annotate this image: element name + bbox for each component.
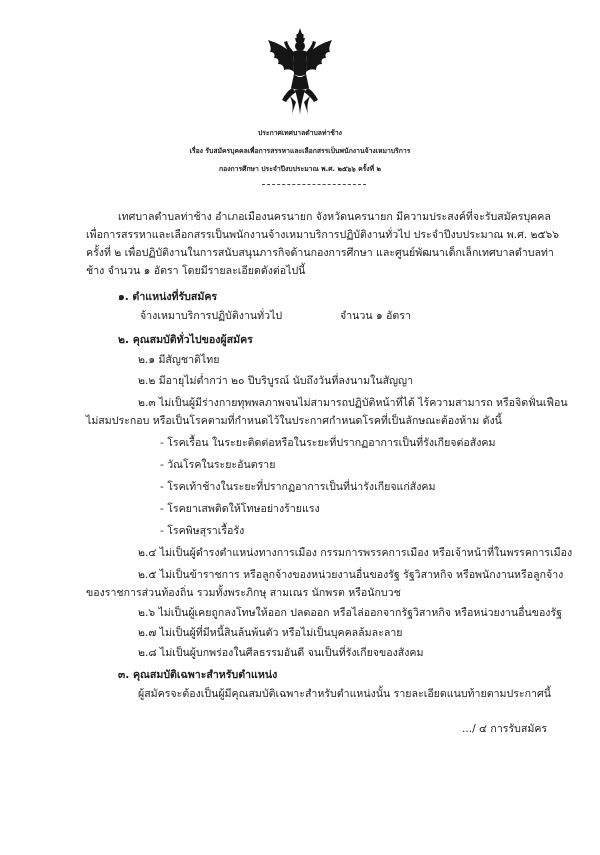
qualification-2-1: ๒.๑ มีสัญชาติไทย xyxy=(138,354,220,366)
position-count: จำนวน ๑ อัตรา xyxy=(340,310,411,322)
qualification-2-5-cont: ของราชการส่วนท้องถิ่น รวมทั้งพระภิกษุ สามเณร นักพรต หรือนักบวช xyxy=(86,587,401,599)
qualification-2-8: ๒.๘ ไม่เป็นผู้บกพร่องในศีลธรรมอันดี จนเป็นที่รังเกียจของสังคม xyxy=(138,647,424,659)
qualification-2-6: ๒.๖ ไม่เป็นผู้เคยถูกลงโทษให้ออก ปลดออก หรือไล่ออกจากรัฐวิสาหกิจ หรือหน่วยงานอื่นของรัฐ xyxy=(138,607,563,619)
section-3-heading: ๓. คุณสมบัติเฉพาะสำหรับตำแหน่ง xyxy=(118,669,278,681)
title-divider xyxy=(262,184,366,185)
intro-line-3: ครั้งที่ ๒ เพื่อปฏิบัติงานในการสนับสนุนภารกิจด้านกองการศึกษา และศูนย์พัฒนาเด็กเล็กเทศบาลตำบลท่า xyxy=(86,247,554,259)
qualification-2-4: ๒.๔ ไม่เป็นผู้ดำรงตำแหน่งทางการเมือง กรรมการพรรคการเมือง หรือเจ้าหน้าที่ในพรรคการเมือง xyxy=(138,547,573,559)
announcement-subject-line2: กองการศึกษา ประจำปีงบประมาณ พ.ศ. ๒๕๖๖ ครั้งที่ ๒ xyxy=(219,165,381,173)
garuda-emblem-icon xyxy=(262,26,338,118)
disease-item: - โรคเรื้อน ในระยะติดต่อหรือในระยะที่ปรากฏอาการเป็นที่รังเกียจต่อสังคม xyxy=(160,437,496,449)
qualification-2-3-cont: ไม่สมประกอบ หรือเป็นโรคตามที่กำหนดไว้ในประกาศกำหนดโรคที่เป็นลักษณะต้องห้าม ดังนี้ xyxy=(86,415,502,427)
disease-item: - โรคยาเสพติดให้โทษอย่างร้ายแรง xyxy=(160,503,320,515)
disease-item: - โรคเท้าช้างในระยะที่ปรากฏอาการเป็นที่น่ารังเกียจแก่สังคม xyxy=(160,481,436,493)
qualification-2-2: ๒.๒ มีอายุไม่ต่ำกว่า ๒๐ ปีบริบูรณ์ นับถึงวันที่ลงนามในสัญญา xyxy=(138,375,414,387)
section-1-heading: ๑. ตำแหน่งที่รับสมัคร xyxy=(118,291,218,303)
continuation-note: .../ ๔ การรับสมัคร xyxy=(462,723,548,735)
qualification-2-5: ๒.๕ ไม่เป็นข้าราชการ หรือลูกจ้างของหน่วยงานอื่นของรัฐ รัฐวิสาหกิจ หรือพนักงานหรือลูกจ้าง xyxy=(138,569,564,581)
announcement-title: ประกาศเทศบาลตำบลท่าช้าง xyxy=(257,129,343,137)
section-2-heading: ๒. คุณสมบัติทั่วไปของผู้สมัคร xyxy=(118,334,253,346)
qualification-2-3: ๒.๓ ไม่เป็นผู้มีร่างกายทุพพลภาพจนไม่สามารถปฏิบัติหน้าที่ได้ ไร้ความสามารถ หรือจิตฟั่นเฟือน xyxy=(138,397,568,409)
position-name: จ้างเหมาบริการปฏิบัติงานทั่วไป xyxy=(140,310,283,322)
section-3-text: ผู้สมัครจะต้องเป็นผู้มีคุณสมบัติเฉพาะสำหรับตำแหน่งนั้น รายละเอียดแนบท้ายตามประกาศนี้ xyxy=(138,688,551,700)
qualification-2-7: ๒.๗ ไม่เป็นผู้ที่มีหนี้สินล้นพ้นตัว หรือไม่เป็นบุคคลล้มละลาย xyxy=(138,627,403,639)
announcement-subject: เรื่อง รับสมัครบุคคลเพื่อการสรรหาและเลือกสรรเป็นพนักงานจ้างเหมาบริการ xyxy=(189,147,411,155)
intro-line-2: เพื่อการสรรหาและเลือกสรรเป็นพนักงานจ้างเหมาบริการปฏิบัติงานทั่วไป ประจำปีงบประมาณ พ.ศ. ๒๕๖๖ xyxy=(86,229,559,241)
disease-item: - วัณโรคในระยะอันตราย xyxy=(160,459,276,471)
intro-line-1: เทศบาลตำบลท่าช้าง อำเภอเมืองนครนายก จังหวัดนครนายก มีความประสงค์ที่จะรับสมัครบุคคล xyxy=(118,211,551,223)
intro-line-4: ช้าง จำนวน ๑ อัตรา โดยมีรายละเอียดดังต่อไปนี้ xyxy=(86,265,306,277)
disease-item: - โรคพิษสุราเรื้อรัง xyxy=(160,525,245,537)
